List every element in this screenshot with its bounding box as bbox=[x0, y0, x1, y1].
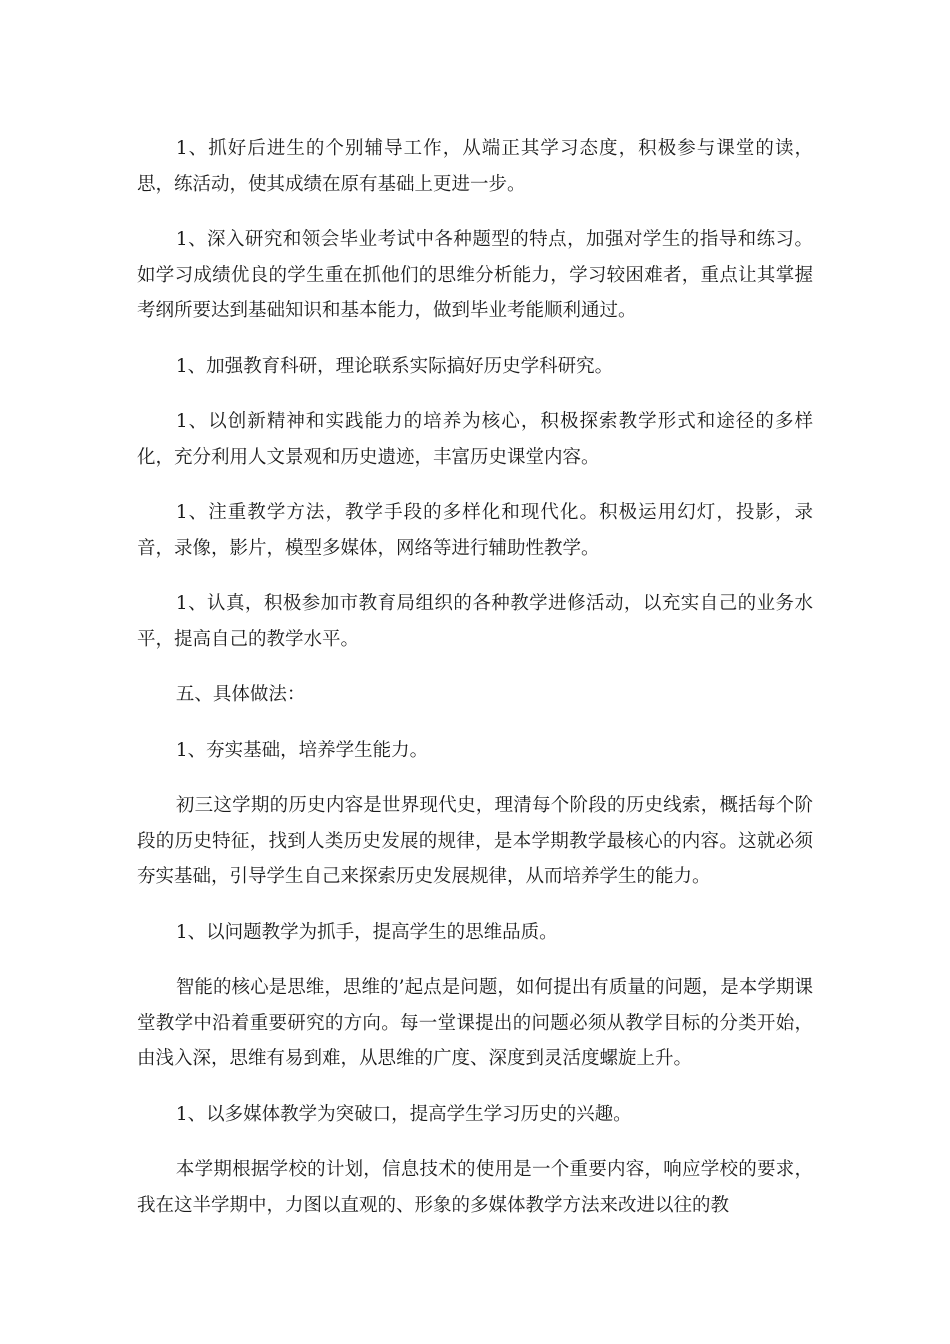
paragraph: 1、以问题教学为抓手，提高学生的思维品质。 bbox=[175, 921, 558, 943]
paragraph: 1、夯实基础，培养学生能力。 bbox=[175, 739, 429, 761]
document-body bbox=[137, 131, 813, 1243]
paragraph: 1、抓好后进生的个别辅导工作，从端正其学习态度，积极参与课堂的读，思，练活动，使其成绩在原有基础上更进一步。 bbox=[137, 138, 813, 195]
paragraph: 本学期根据学校的计划，信息技术的使用是一个重要内容，响应学校的要求，我在这半学期中，力图以直观的、形象的多媒体教学方法来改进以往的教 bbox=[137, 1159, 813, 1216]
paragraph: 初三这学期的历史内容是世界现代史，理清每个阶段的历史线索，概括每个阶段的历史特征，找到人类历史发展的规律，是本学期教学最核心的内容。这就必须夯实基础，引导学生自己来探索历史发展规律，从而培养学生的能力。 bbox=[137, 795, 813, 887]
paragraph: 1、以创新精神和实践能力的培养为核心，积极探索教学形式和途径的多样化，充分利用人文景观和历史遗迹，丰富历史课堂内容。 bbox=[137, 411, 813, 468]
paragraph: 1、注重教学方法，教学手段的多样化和现代化。积极运用幻灯，投影，录音，录像，影片，模型多媒体，网络等进行辅助性教学。 bbox=[137, 502, 813, 559]
paragraph: 智能的核心是思维，思维的’起点是问题，如何提出有质量的问题，是本学期课堂教学中沿着重要研究的方向。每一堂课提出的问题必须从教学目标的分类开始，由浅入深，思维有易到难，从思维的广度、深度到灵活度螺旋上升。 bbox=[137, 977, 813, 1069]
paragraph: 1、认真，积极参加市教育局组织的各种教学进修活动，以充实自己的业务水平，提高自己的教学水平。 bbox=[137, 593, 813, 650]
paragraph: 1、加强教育科研，理论联系实际搞好历史学科研究。 bbox=[175, 355, 614, 377]
paragraph: 1、以多媒体教学为突破口，提高学生学习历史的兴趣。 bbox=[175, 1103, 632, 1125]
paragraph: 1、深入研究和领会毕业考试中各种题型的特点，加强对学生的指导和练习。如学习成绩优良的学生重在抓他们的思维分析能力，学习较困难者，重点让其掌握考纲所要达到基础知识和基本能力，做到毕业考能顺利通过。 bbox=[137, 229, 813, 321]
section-heading: 五、具体做法： bbox=[175, 684, 306, 705]
